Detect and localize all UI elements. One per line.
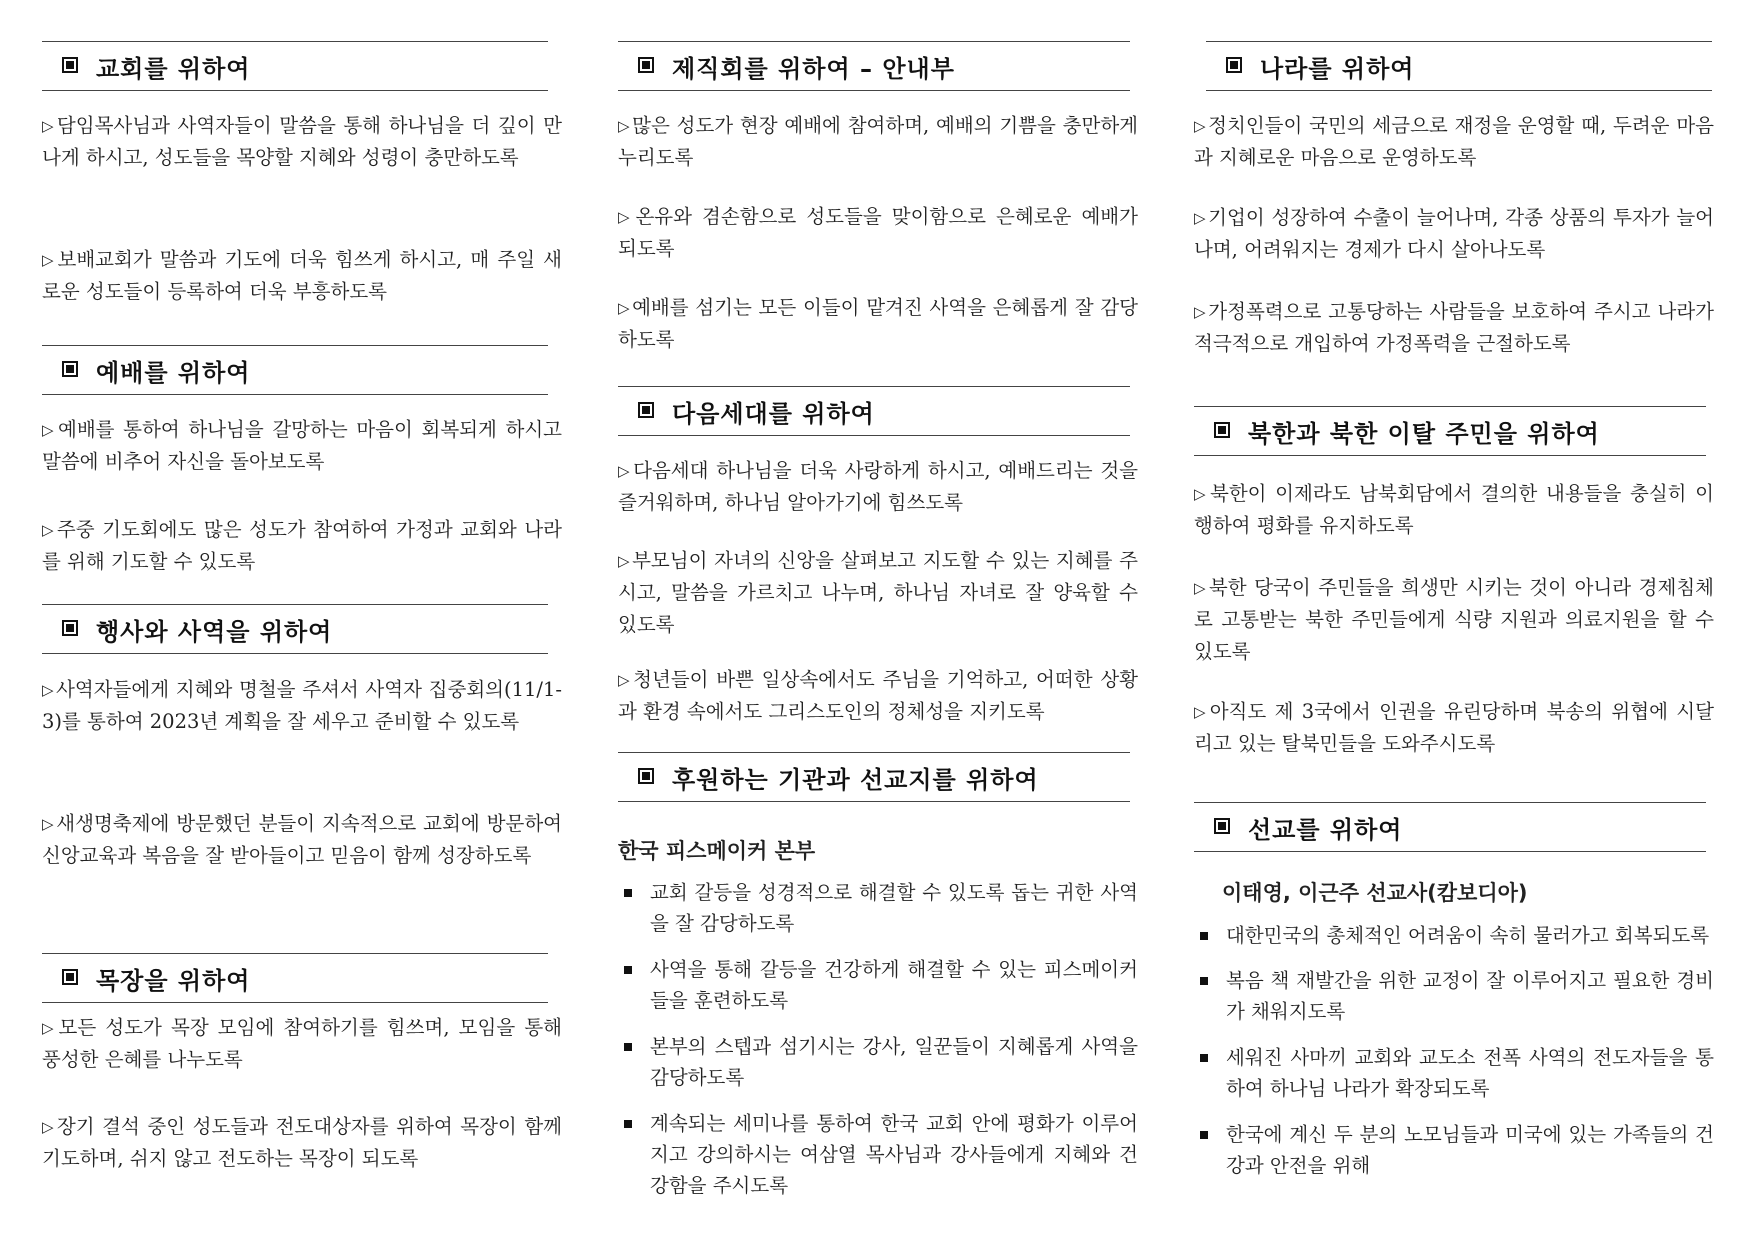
square-bullet-icon <box>62 361 78 377</box>
bullet-item: 사역을 통해 갈등을 건강하게 해결할 수 있는 피스메이커들을 훈련하도록 <box>618 954 1138 1016</box>
square-bullet-icon <box>624 889 632 897</box>
prayer-item: ▷ 북한이 이제라도 남북회담에서 결의한 내용들을 충실히 이행하여 평화를 유지하도록 <box>1194 482 1714 537</box>
triangle-right-icon: ▷ <box>618 299 631 317</box>
prayer-item: ▷ 사역자들에게 지혜와 명철을 주셔서 사역자 집중회의(11/1-3)를 통하여 2023년 계획을 잘 세우고 준비할 수 있도록 <box>42 678 562 733</box>
triangle-right-icon: ▷ <box>618 208 634 226</box>
prayer-item: ▷ 예배를 통하여 하나님을 갈망하는 마음이 회복되게 하시고 말씀에 비추어 자신을 돌아보도록 <box>42 418 562 473</box>
prayer-item: ▷ 기업이 성장하여 수출이 늘어나며, 각종 상품의 투자가 늘어나며, 어려워지는 경제가 다시 살아나도록 <box>1194 206 1714 261</box>
triangle-right-icon: ▷ <box>42 117 55 135</box>
triangle-right-icon: ▷ <box>1194 117 1207 135</box>
prayer-item: ▷ 장기 결석 중인 성도들과 전도대상자를 위하여 목장이 함께 기도하며, 쉬지 않고 전도하는 목장이 되도록 <box>42 1115 562 1170</box>
prayer-item: ▷ 모든 성도가 목장 모임에 참여하기를 힘쓰며, 모임을 통해 풍성한 은혜를 나누도록 <box>42 1016 562 1071</box>
triangle-right-icon: ▷ <box>1194 485 1208 503</box>
subheading-missionaries: 이태영, 이근주 선교사(캄보디아) <box>1222 881 1528 905</box>
section-heading-worship: 예배를 위하여 <box>42 345 548 395</box>
triangle-right-icon: ▷ <box>1194 303 1207 321</box>
square-bullet-icon <box>1226 57 1242 73</box>
bullet-item: 본부의 스텝과 섬기시는 강사, 일꾼들이 지혜롭게 사역을 감당하도록 <box>618 1031 1138 1093</box>
prayer-item: ▷ 담임목사님과 사역자들이 말씀을 통해 하나님을 더 깊이 만나게 하시고, 성도들을 목양할 지혜와 성령이 충만하도록 <box>42 114 562 169</box>
prayer-item: ▷ 북한 당국이 주민들을 희생만 시키는 것이 아니라 경제침체로 고통받는 북한 주민들에게 식량 지원과 의료지원을 할 수 있도록 <box>1194 576 1714 663</box>
square-bullet-icon <box>62 969 78 985</box>
triangle-right-icon: ▷ <box>1194 579 1207 597</box>
square-bullet-icon <box>1214 422 1230 438</box>
prayer-item: ▷ 다음세대 하나님을 더욱 사랑하게 하시고, 예배드리는 것을 즐거워하며, 하나님 알아가기에 힘쓰도록 <box>618 459 1138 514</box>
square-bullet-icon <box>638 402 654 418</box>
bullet-item: 한국에 계신 두 분의 노모님들과 미국에 있는 가족들의 건강과 안전을 위해 <box>1194 1119 1714 1181</box>
square-bullet-icon <box>1200 1131 1208 1139</box>
section-heading-north-korea: 북한과 북한 이탈 주민을 위하여 <box>1194 406 1706 456</box>
bullet-item: 계속되는 세미나를 통하여 한국 교회 안에 평화가 이루어지고 강의하시는 여삼열 목사님과 강사들에게 지혜와 건강함을 주시도록 <box>618 1108 1138 1201</box>
section-heading-deacons: 제직회를 위하여 – 안내부 <box>618 41 1130 91</box>
prayer-item: ▷ 아직도 제 3국에서 인권을 유린당하며 북송의 위협에 시달리고 있는 탈북민들을 도와주시도록 <box>1194 700 1714 755</box>
section-heading-cell-group: 목장을 위하여 <box>42 953 548 1003</box>
square-bullet-icon <box>1200 1054 1208 1062</box>
square-bullet-icon <box>638 57 654 73</box>
square-bullet-icon <box>1200 977 1208 985</box>
triangle-right-icon: ▷ <box>618 117 631 135</box>
triangle-right-icon: ▷ <box>1194 703 1208 721</box>
prayer-item: ▷ 보배교회가 말씀과 기도에 더욱 힘쓰게 하시고, 매 주일 새로운 성도들이 등록하여 더욱 부흥하도록 <box>42 248 562 303</box>
section-heading-missions: 선교를 위하여 <box>1194 802 1706 852</box>
prayer-item: ▷ 가정폭력으로 고통당하는 사람들을 보호하여 주시고 나라가 적극적으로 개입하여 가정폭력을 근절하도록 <box>1194 300 1714 355</box>
section-heading-events: 행사와 사역을 위하여 <box>42 604 548 654</box>
square-bullet-icon <box>62 620 78 636</box>
square-bullet-icon <box>638 768 654 784</box>
triangle-right-icon: ▷ <box>42 1118 55 1136</box>
square-bullet-icon <box>624 1043 632 1051</box>
bullet-item: 복음 책 재발간을 위한 교정이 잘 이루어지고 필요한 경비가 채워지도록 <box>1194 965 1714 1027</box>
triangle-right-icon: ▷ <box>618 462 632 480</box>
triangle-right-icon: ▷ <box>42 521 55 539</box>
square-bullet-icon <box>1214 818 1230 834</box>
prayer-item: ▷ 정치인들이 국민의 세금으로 재정을 운영할 때, 두려운 마음과 지혜로운 마음으로 운영하도록 <box>1194 114 1714 169</box>
prayer-item: ▷ 부모님이 자녀의 신앙을 살펴보고 지도할 수 있는 지혜를 주시고, 말씀을 가르치고 나누며, 하나님 자녀로 잘 양육할 수 있도록 <box>618 549 1138 636</box>
bullet-item: 대한민국의 총체적인 어려움이 속히 물러가고 회복되도록 <box>1194 920 1714 951</box>
square-bullet-icon <box>62 57 78 73</box>
prayer-item: ▷ 새생명축제에 방문했던 분들이 지속적으로 교회에 방문하여 신앙교육과 복음을 잘 받아들이고 믿음이 함께 성장하도록 <box>42 812 562 867</box>
prayer-item: ▷ 주중 기도회에도 많은 성도가 참여하여 가정과 교회와 나라를 위해 기도할 수 있도록 <box>42 518 562 573</box>
triangle-right-icon: ▷ <box>618 552 631 570</box>
subheading-peacemaker: 한국 피스메이커 본부 <box>618 839 816 863</box>
prayer-item: ▷ 청년들이 바쁜 일상속에서도 주님을 기억하고, 어떠한 상황과 환경 속에서도 그리스도인의 정체성을 지키도록 <box>618 668 1138 723</box>
triangle-right-icon: ▷ <box>42 251 56 269</box>
square-bullet-icon <box>624 1120 632 1128</box>
triangle-right-icon: ▷ <box>618 671 632 689</box>
triangle-right-icon: ▷ <box>42 1019 57 1037</box>
triangle-right-icon: ▷ <box>42 815 55 833</box>
triangle-right-icon: ▷ <box>42 421 56 439</box>
triangle-right-icon: ▷ <box>1194 209 1207 227</box>
prayer-item: ▷ 온유와 겸손함으로 성도들을 맞이함으로 은혜로운 예배가 되도록 <box>618 205 1138 260</box>
section-heading-next-generation: 다음세대를 위하여 <box>618 386 1130 436</box>
prayer-item: ▷ 예배를 섬기는 모든 이들이 맡겨진 사역을 은혜롭게 잘 감당하도록 <box>618 296 1138 351</box>
square-bullet-icon <box>624 966 632 974</box>
section-heading-supported-missions: 후원하는 기관과 선교지를 위하여 <box>618 752 1130 802</box>
triangle-right-icon: ▷ <box>42 681 55 699</box>
bullet-item: 세워진 사마끼 교회와 교도소 전폭 사역의 전도자들을 통하여 하나님 나라가 확장되도록 <box>1194 1042 1714 1104</box>
square-bullet-icon <box>1200 932 1208 940</box>
prayer-item: ▷ 많은 성도가 현장 예배에 참여하며, 예배의 기쁨을 충만하게 누리도록 <box>618 114 1138 169</box>
bullet-item: 교회 갈등을 성경적으로 해결할 수 있도록 돕는 귀한 사역을 잘 감당하도록 <box>618 877 1138 939</box>
section-heading-nation: 나라를 위하여 <box>1206 41 1712 91</box>
section-heading-church: 교회를 위하여 <box>42 41 548 91</box>
